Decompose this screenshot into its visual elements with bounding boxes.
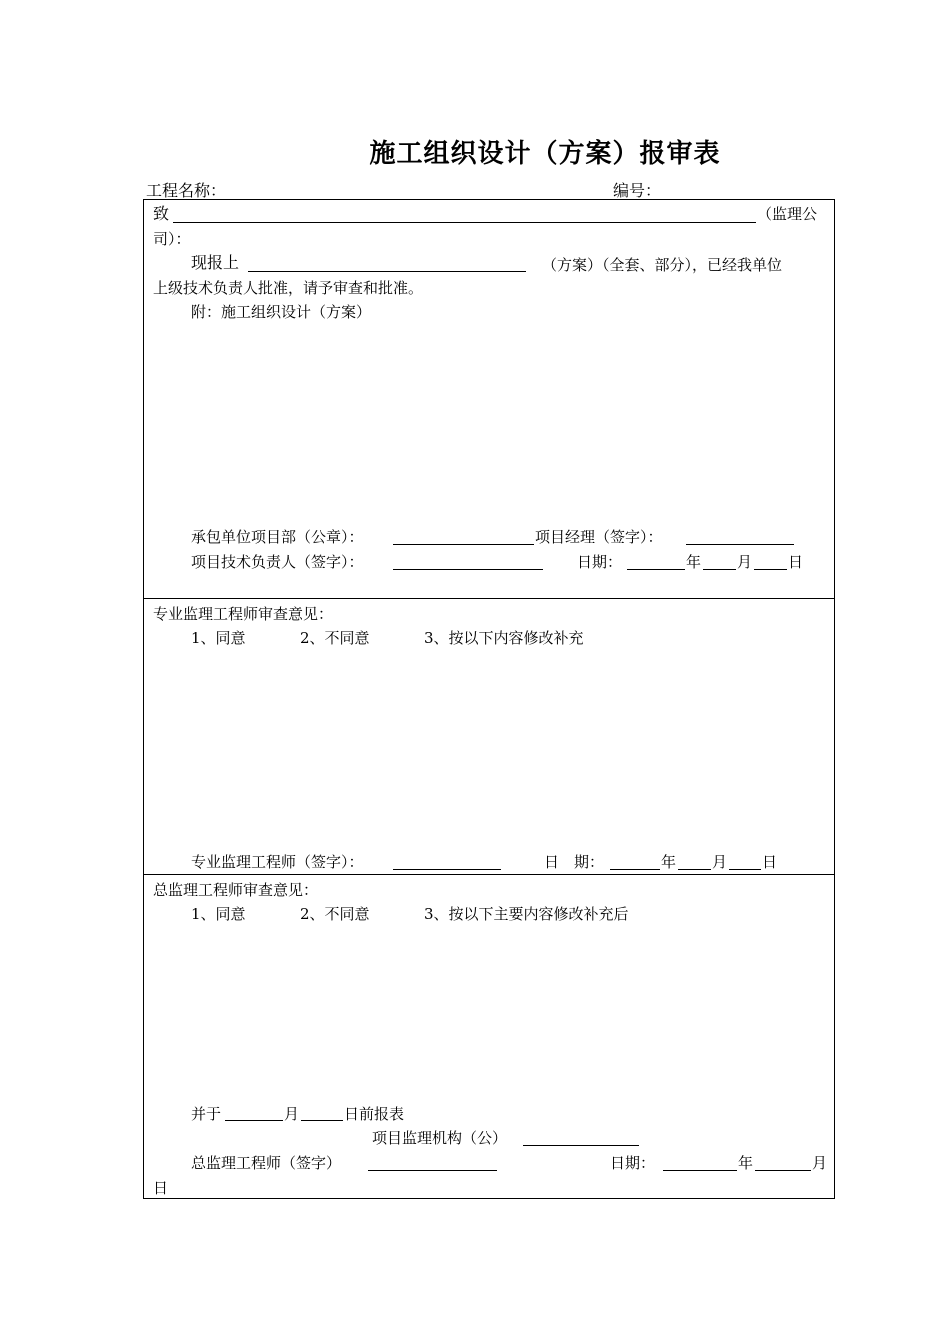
month-label: 月 (812, 1154, 828, 1172)
year-blank[interactable] (627, 569, 685, 570)
month-label: 月 (737, 553, 753, 571)
day-label: 日 (762, 853, 778, 871)
number-label: 编号： (613, 181, 662, 200)
project-manager-label: 项目经理（签字）： (535, 528, 663, 546)
section-divider (143, 874, 835, 875)
form-table (143, 199, 835, 1199)
engineer-sign-blank[interactable] (393, 869, 501, 870)
option-agree[interactable]: 1、同意 (191, 905, 246, 923)
date-label: 日 期： (544, 853, 605, 871)
and-in-label: 并于 (191, 1105, 222, 1123)
option-modify[interactable]: 3、按以下主要内容修改补充后 (424, 905, 629, 923)
chief-signature-label: 总监理工程师（签字） (191, 1154, 342, 1172)
year-label: 年 (738, 1154, 754, 1172)
year-blank[interactable] (610, 869, 660, 870)
to-suffix-cont: 司）： (153, 230, 191, 248)
month-blank[interactable] (755, 1170, 811, 1171)
section-divider (143, 598, 835, 599)
engineer-signature-label: 专业监理工程师（签字）： (191, 853, 364, 871)
submit-suffix: （方案）（全套、部分），已经我单位 (542, 256, 783, 274)
date-label: 日期： (610, 1154, 656, 1172)
engineer-review-heading: 专业监理工程师审查意见： (153, 605, 334, 623)
to-recipient-blank[interactable] (173, 222, 756, 223)
to-suffix: （监理公 (757, 205, 818, 223)
day-label: 日 (788, 553, 804, 571)
month-label: 月 (284, 1105, 300, 1123)
page-title: 施工组织设计（方案）报审表 (369, 139, 721, 169)
date-label: 日期： (577, 553, 623, 571)
tech-lead-label: 项目技术负责人（签字）： (191, 553, 364, 571)
day-blank[interactable] (754, 569, 787, 570)
project-manager-sign-blank[interactable] (686, 544, 794, 545)
contractor-seal-blank[interactable] (393, 544, 534, 545)
attachment: 附：施工组织设计（方案） (191, 303, 372, 321)
supervision-org-label: 项目监理机构（公） (372, 1129, 508, 1147)
plan-name-blank[interactable] (248, 271, 526, 272)
chief-review-heading: 总监理工程师审查意见： (153, 881, 319, 899)
contractor-dept-label: 承包单位项目部（公章）： (191, 528, 364, 546)
option-disagree[interactable]: 2、不同意 (300, 905, 370, 923)
deadline-day-blank[interactable] (301, 1120, 343, 1121)
option-agree[interactable]: 1、同意 (191, 629, 246, 647)
day-before-label: 日前报表 (344, 1105, 405, 1123)
supervision-org-seal-blank[interactable] (523, 1145, 639, 1146)
month-blank[interactable] (703, 569, 736, 570)
deadline-month-blank[interactable] (225, 1120, 283, 1121)
project-name-label: 工程名称： (146, 181, 227, 200)
option-modify[interactable]: 3、按以下内容修改补充 (424, 629, 584, 647)
year-label: 年 (686, 553, 702, 571)
day-blank[interactable] (729, 869, 761, 870)
month-label: 月 (712, 853, 728, 871)
submit-prefix: 现报上 (191, 253, 240, 272)
submit-line2: 上级技术负责人批准，请予审查和批准。 (153, 279, 424, 297)
day-label: 日 (153, 1179, 169, 1197)
year-label: 年 (661, 853, 677, 871)
month-blank[interactable] (678, 869, 711, 870)
chief-sign-blank[interactable] (368, 1170, 497, 1171)
year-blank[interactable] (663, 1170, 737, 1171)
tech-lead-sign-blank[interactable] (393, 569, 543, 570)
option-disagree[interactable]: 2、不同意 (300, 629, 370, 647)
to-label: 致 (153, 204, 170, 223)
